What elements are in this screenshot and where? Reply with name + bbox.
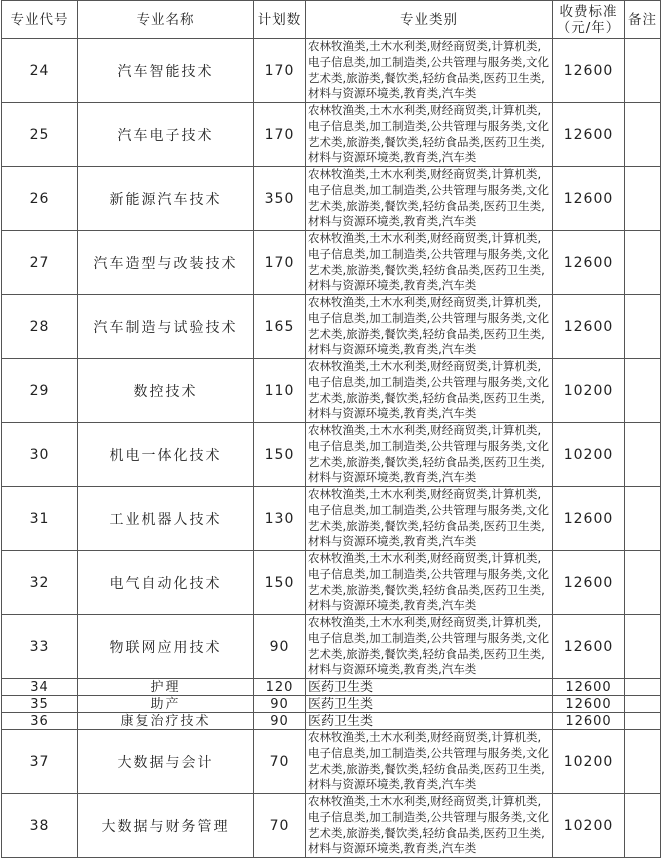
enrollment-table (1, 0, 661, 858)
table-row (2, 551, 661, 615)
table-body (2, 39, 661, 858)
row-fee: 12600 (553, 231, 625, 295)
row-code: 27 (2, 231, 78, 295)
row-fee: 10200 (553, 794, 625, 858)
row-note (625, 794, 661, 858)
row-code: 34 (2, 679, 78, 696)
row-fee: 12600 (553, 679, 625, 696)
table-row (2, 231, 661, 295)
row-code: 26 (2, 167, 78, 231)
row-note (625, 551, 661, 615)
row-code: 31 (2, 487, 78, 551)
header-note: 备注 (625, 1, 661, 39)
row-code: 37 (2, 730, 78, 794)
table-row (2, 615, 661, 679)
row-fee: 10200 (553, 730, 625, 794)
row-code: 38 (2, 794, 78, 858)
row-category: 农林牧渔类,土木水利类,财经商贸类,计算机类,电子信息类,加工制造类,公共管理与服务类,文化艺术类,旅游类,餐饮类,轻纺食品类,医药卫生类,材料与资源环境类,教育类,汽车类 (306, 359, 553, 423)
row-plan: 170 (254, 39, 306, 103)
row-name: 康复治疗技术 (78, 713, 254, 730)
table-row (2, 295, 661, 359)
row-name: 工业机器人技术 (78, 487, 254, 551)
row-name: 护理 (78, 679, 254, 696)
row-note (625, 615, 661, 679)
row-code: 33 (2, 615, 78, 679)
row-name: 汽车智能技术 (78, 39, 254, 103)
row-plan: 110 (254, 359, 306, 423)
header-fee: 收费标准（元/年） (553, 1, 625, 39)
table-row (2, 713, 661, 730)
row-name: 新能源汽车技术 (78, 167, 254, 231)
row-note (625, 696, 661, 713)
row-note (625, 39, 661, 103)
header-code: 专业代号 (2, 1, 78, 39)
row-note (625, 713, 661, 730)
row-name: 物联网应用技术 (78, 615, 254, 679)
row-note (625, 103, 661, 167)
row-fee: 10200 (553, 423, 625, 487)
table-row (2, 679, 661, 696)
row-category: 农林牧渔类,土木水利类,财经商贸类,计算机类,电子信息类,加工制造类,公共管理与服务类,文化艺术类,旅游类,餐饮类,轻纺食品类,医药卫生类,材料与资源环境类,教育类,汽车类 (306, 794, 553, 858)
row-category: 农林牧渔类,土木水利类,财经商贸类,计算机类,电子信息类,加工制造类,公共管理与服务类,文化艺术类,旅游类,餐饮类,轻纺食品类,医药卫生类,材料与资源环境类,教育类,汽车类 (306, 39, 553, 103)
table-row (2, 487, 661, 551)
row-fee: 12600 (553, 103, 625, 167)
row-fee: 12600 (553, 487, 625, 551)
table-row (2, 423, 661, 487)
header-name: 专业名称 (78, 1, 254, 39)
row-name: 汽车电子技术 (78, 103, 254, 167)
row-note (625, 295, 661, 359)
row-plan: 350 (254, 167, 306, 231)
row-category: 农林牧渔类,土木水利类,财经商贸类,计算机类,电子信息类,加工制造类,公共管理与服务类,文化艺术类,旅游类,餐饮类,轻纺食品类,医药卫生类,材料与资源环境类,教育类,汽车类 (306, 423, 553, 487)
row-note (625, 679, 661, 696)
row-plan: 170 (254, 231, 306, 295)
row-plan: 90 (254, 713, 306, 730)
row-fee: 12600 (553, 696, 625, 713)
row-name: 助产 (78, 696, 254, 713)
row-code: 24 (2, 39, 78, 103)
row-fee: 12600 (553, 615, 625, 679)
header-plan: 计划数 (254, 1, 306, 39)
row-note (625, 423, 661, 487)
table-row (2, 794, 661, 858)
row-category: 医药卫生类 (306, 713, 553, 730)
row-category: 农林牧渔类,土木水利类,财经商贸类,计算机类,电子信息类,加工制造类,公共管理与服务类,文化艺术类,旅游类,餐饮类,轻纺食品类,医药卫生类,材料与资源环境类,教育类,汽车类 (306, 231, 553, 295)
row-note (625, 730, 661, 794)
row-category: 农林牧渔类,土木水利类,财经商贸类,计算机类,电子信息类,加工制造类,公共管理与服务类,文化艺术类,旅游类,餐饮类,轻纺食品类,医药卫生类,材料与资源环境类,教育类,汽车类 (306, 295, 553, 359)
row-category: 农林牧渔类,土木水利类,财经商贸类,计算机类,电子信息类,加工制造类,公共管理与服务类,文化艺术类,旅游类,餐饮类,轻纺食品类,医药卫生类,材料与资源环境类,教育类,汽车类 (306, 551, 553, 615)
row-code: 25 (2, 103, 78, 167)
table-row (2, 167, 661, 231)
row-code: 29 (2, 359, 78, 423)
row-fee: 12600 (553, 295, 625, 359)
row-name: 数控技术 (78, 359, 254, 423)
row-plan: 120 (254, 679, 306, 696)
row-category: 农林牧渔类,土木水利类,财经商贸类,计算机类,电子信息类,加工制造类,公共管理与服务类,文化艺术类,旅游类,餐饮类,轻纺食品类,医药卫生类,材料与资源环境类,教育类,汽车类 (306, 103, 553, 167)
row-name: 大数据与财务管理 (78, 794, 254, 858)
row-plan: 90 (254, 696, 306, 713)
header-category: 专业类别 (306, 1, 553, 39)
row-note (625, 359, 661, 423)
row-plan: 70 (254, 730, 306, 794)
row-code: 36 (2, 713, 78, 730)
table-row (2, 696, 661, 713)
table-row (2, 103, 661, 167)
row-fee: 12600 (553, 551, 625, 615)
row-note (625, 487, 661, 551)
row-fee: 12600 (553, 713, 625, 730)
row-category: 农林牧渔类,土木水利类,财经商贸类,计算机类,电子信息类,加工制造类,公共管理与服务类,文化艺术类,旅游类,餐饮类,轻纺食品类,医药卫生类,材料与资源环境类,教育类,汽车类 (306, 615, 553, 679)
row-code: 30 (2, 423, 78, 487)
row-note (625, 167, 661, 231)
row-code: 28 (2, 295, 78, 359)
row-code: 35 (2, 696, 78, 713)
row-fee: 12600 (553, 39, 625, 103)
row-name: 汽车制造与试验技术 (78, 295, 254, 359)
row-name: 机电一体化技术 (78, 423, 254, 487)
row-fee: 10200 (553, 359, 625, 423)
row-plan: 70 (254, 794, 306, 858)
table-row (2, 39, 661, 103)
row-plan: 130 (254, 487, 306, 551)
row-plan: 165 (254, 295, 306, 359)
row-name: 大数据与会计 (78, 730, 254, 794)
row-category: 农林牧渔类,土木水利类,财经商贸类,计算机类,电子信息类,加工制造类,公共管理与服务类,文化艺术类,旅游类,餐饮类,轻纺食品类,医药卫生类,材料与资源环境类,教育类,汽车类 (306, 167, 553, 231)
row-name: 汽车造型与改装技术 (78, 231, 254, 295)
row-plan: 150 (254, 423, 306, 487)
row-category: 医药卫生类 (306, 679, 553, 696)
row-note (625, 231, 661, 295)
table-row (2, 359, 661, 423)
row-fee: 12600 (553, 167, 625, 231)
row-code: 32 (2, 551, 78, 615)
row-category: 农林牧渔类,土木水利类,财经商贸类,计算机类,电子信息类,加工制造类,公共管理与服务类,文化艺术类,旅游类,餐饮类,轻纺食品类,医药卫生类,材料与资源环境类,教育类,汽车类 (306, 730, 553, 794)
row-category: 农林牧渔类,土木水利类,财经商贸类,计算机类,电子信息类,加工制造类,公共管理与服务类,文化艺术类,旅游类,餐饮类,轻纺食品类,医药卫生类,材料与资源环境类,教育类,汽车类 (306, 487, 553, 551)
row-plan: 150 (254, 551, 306, 615)
row-name: 电气自动化技术 (78, 551, 254, 615)
header-row (2, 1, 661, 39)
table-row (2, 730, 661, 794)
row-plan: 170 (254, 103, 306, 167)
row-plan: 90 (254, 615, 306, 679)
row-category: 医药卫生类 (306, 696, 553, 713)
